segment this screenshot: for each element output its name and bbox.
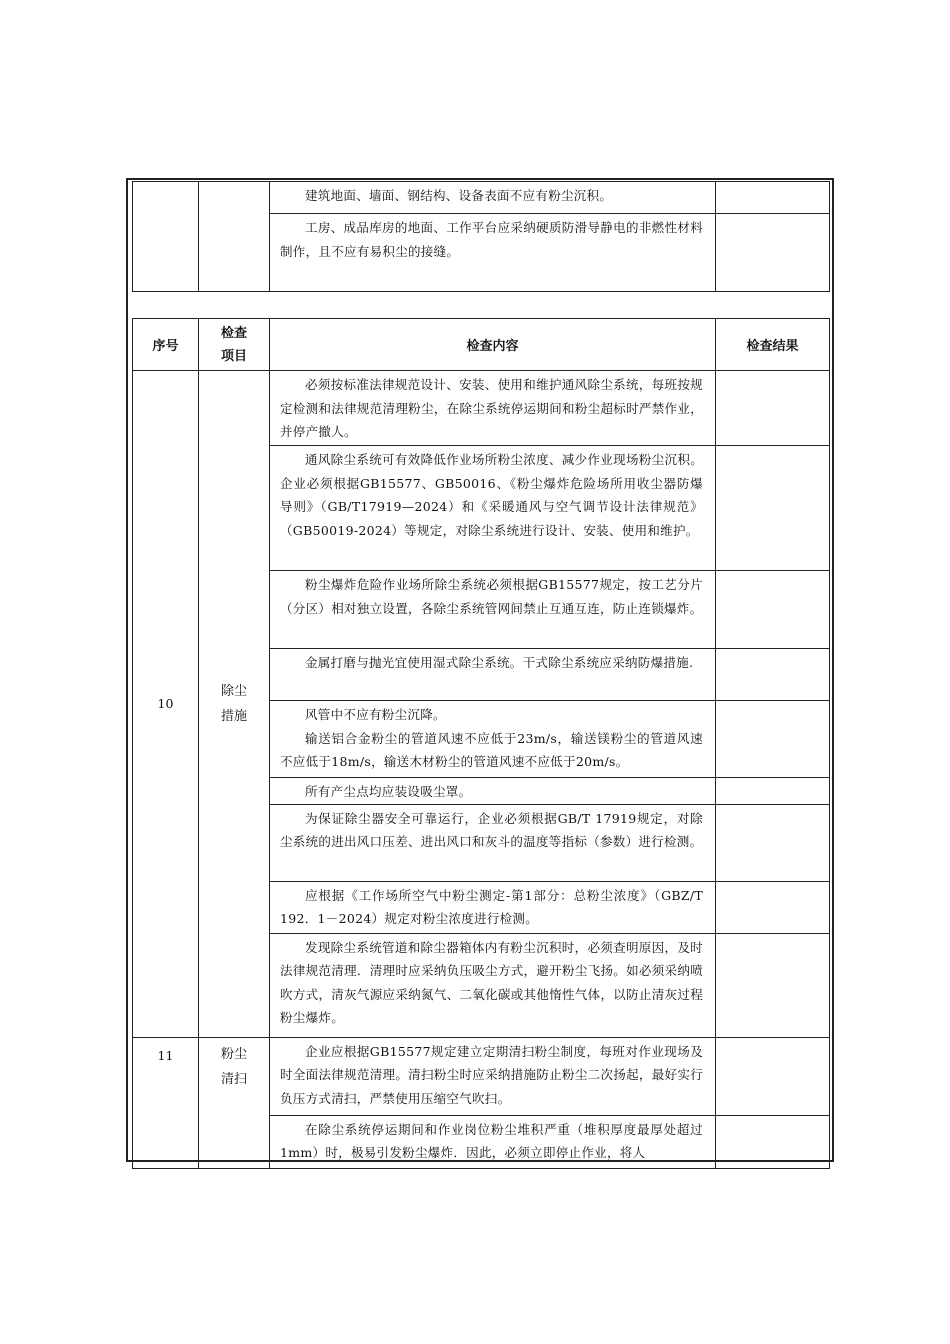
content-text: 工房、成品库房的地面、工作平台应采纳硬质防滑导静电的非燃性材料制作，且不应有易积尘的接缝。	[280, 220, 703, 259]
result-cell[interactable]	[716, 214, 830, 292]
result-cell[interactable]	[716, 371, 830, 446]
result-cell[interactable]	[716, 182, 830, 214]
item-line2: 措施	[220, 708, 247, 724]
table-row	[133, 182, 830, 214]
result-cell[interactable]	[716, 571, 830, 649]
inspection-table	[132, 318, 830, 1169]
item-line1: 除尘	[220, 683, 247, 699]
header-item	[199, 319, 270, 371]
content-cell	[270, 1037, 716, 1115]
content-text: 企业应根据GB15577规定建立定期清扫粉尘制度，每班对作业现场及时全面法律规范清理。清扫粉尘时应采纳措施防止粉尘二次扬起，最好实行负压方式清扫，严禁使用压缩空气吹扫。	[280, 1043, 703, 1106]
content-cell	[270, 933, 716, 1037]
content-cell	[270, 804, 716, 881]
row-number-10: 10	[133, 371, 199, 1038]
result-cell[interactable]	[716, 778, 830, 805]
content-text: 在除尘系统停运期间和作业岗位粉尘堆积严重（堆积厚度最厚处超过1mm）时，极易引发粉尘爆炸．因此，必须立即停止作业，将人	[280, 1121, 703, 1160]
result-cell[interactable]	[716, 1037, 830, 1115]
row-number-11: 11	[133, 1037, 199, 1168]
content-cell	[270, 778, 716, 805]
item-line2: 清扫	[220, 1071, 247, 1087]
content-text: 风管中不应有粉尘沉降。	[305, 707, 446, 722]
result-cell[interactable]	[716, 933, 830, 1037]
continuation-table	[132, 181, 830, 292]
content-cell	[270, 1115, 716, 1168]
content-text: 通风除尘系统可有效降低作业场所粉尘浓度、减少作业现场粉尘沉积。企业必须根据GB15577、GB50016、《粉尘爆炸危险场所用收尘器防爆导则》（GB/T17919—2024）和《采暖通风与空气调节设计法律规范》（GB50019-2024）等规定，对除尘系统进行设计、安装、使用和维护。	[280, 452, 703, 538]
header-item-line2: 项目	[220, 348, 247, 364]
table-row	[133, 1037, 830, 1115]
result-cell[interactable]	[716, 649, 830, 701]
header-no: 序号	[133, 319, 199, 371]
content-text: 应根据《工作场所空气中粉尘测定-第1部分：总粉尘浓度》（GBZ/T 192．1－2024）规定对粉尘浓度进行检测。	[280, 887, 703, 926]
content-cell	[270, 881, 716, 933]
content-text: 为保证除尘器安全可靠运行，企业必须根据GB/T 17919规定，对除尘系统的进出风口压差、进出风口和灰斗的温度等指标（参数）进行检测。	[280, 810, 703, 849]
content-cell	[270, 371, 716, 446]
content-text: 金属打磨与抛光宜使用湿式除尘系统。干式除尘系统应采纳防爆措施.	[305, 655, 694, 670]
table-header-row	[133, 319, 830, 371]
result-cell[interactable]	[716, 1115, 830, 1168]
content-cell	[270, 649, 716, 701]
no-cell-empty	[133, 182, 199, 292]
content-cell	[270, 182, 716, 214]
content-cell	[270, 446, 716, 571]
content-text: 必须按标准法律规范设计、安装、使用和维护通风除尘系统，每班按规定检测和法律规范清理粉尘，在除尘系统停运期间和粉尘超标时严禁作业，并停产撤人。	[280, 377, 703, 439]
item-line1: 粉尘	[220, 1046, 247, 1062]
result-cell[interactable]	[716, 804, 830, 881]
item-dust-cleaning	[199, 1037, 270, 1168]
content-text: 发现除尘系统管道和除尘器箱体内有粉尘沉积时，必须查明原因，及时法律规范清理．清理时应采纳负压吸尘方式，避开粉尘飞扬。如必须采纳喷吹方式，清灰气源应采纳氮气、二氧化碳或其他惰性气体，以防止清灰过程粉尘爆炸。	[280, 939, 703, 1025]
item-dust-removal	[199, 371, 270, 1038]
result-cell[interactable]	[716, 881, 830, 933]
content-cell	[270, 701, 716, 778]
content-text: 建筑地面、墙面、钢结构、设备表面不应有粉尘沉积。	[305, 188, 613, 203]
content-cell	[270, 571, 716, 649]
header-result: 检查结果	[716, 319, 830, 371]
header-item-line1: 检查	[220, 325, 247, 341]
item-cell-empty	[199, 182, 270, 292]
header-content: 检查内容	[270, 319, 716, 371]
content-cell	[270, 214, 716, 292]
content-text: 所有产尘点均应装设吸尘罩。	[305, 784, 472, 799]
result-cell[interactable]	[716, 701, 830, 778]
result-cell[interactable]	[716, 446, 830, 571]
content-text: 输送铝合金粉尘的管道风速不应低于23m/s，输送镁粉尘的管道风速不应低于18m/s，输送木材粉尘的管道风速不应低于20m/s。	[280, 730, 703, 769]
content-text: 粉尘爆炸危险作业场所除尘系统必须根据GB15577规定，按工艺分片（分区）相对独立设置，各除尘系统管网间禁止互通互连，防止连锁爆炸。	[280, 577, 703, 616]
table-row	[133, 371, 830, 446]
